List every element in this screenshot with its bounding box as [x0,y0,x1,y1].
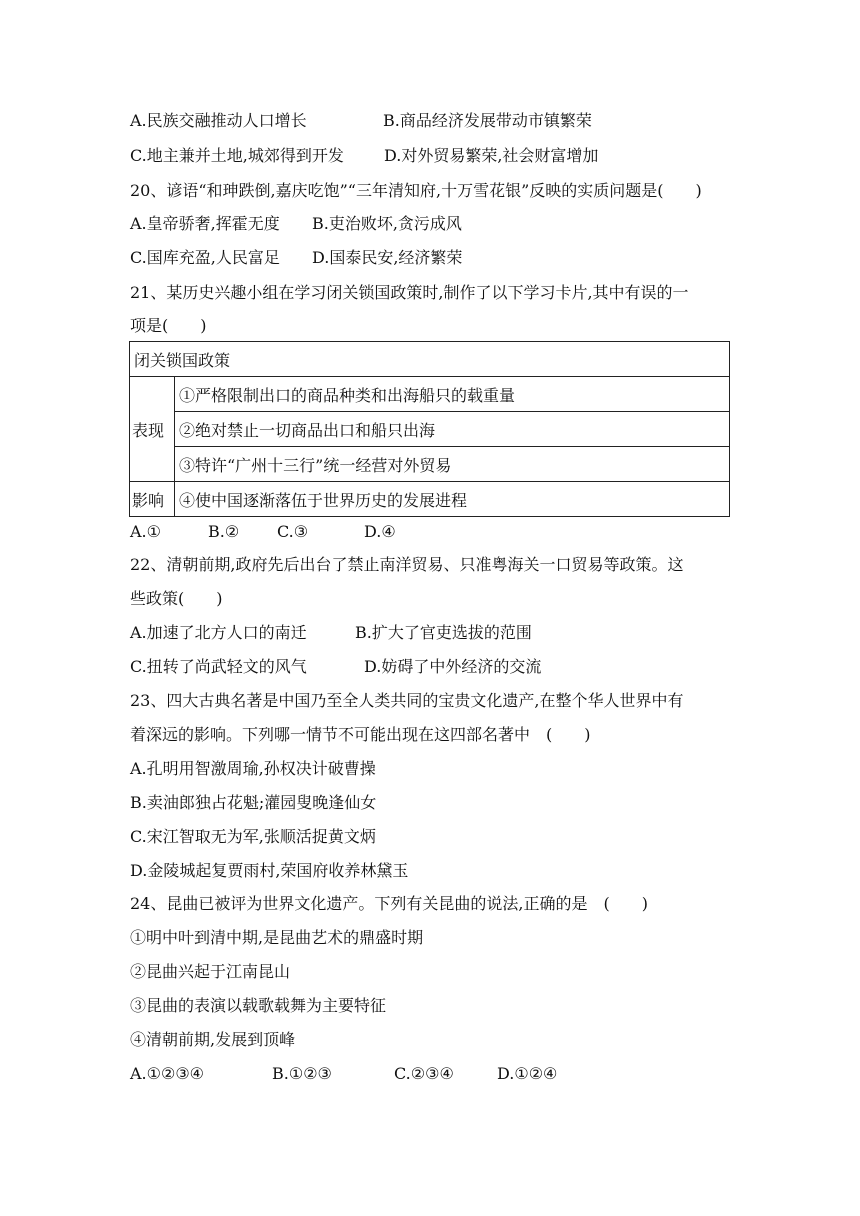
q21-option-c: C.③ [277,522,309,541]
q21-option-a: A.① [130,522,161,541]
q20-option-c: C.国库充盈,人民富足 [130,248,280,267]
q22-option-a: A.加速了北方人口的南迁 [130,623,307,642]
card-label-yingxiang: 影响 [130,482,175,517]
q20-option-d: D.国泰民安,经济繁荣 [312,248,463,267]
q22-option-b: B.扩大了官吏选拔的范围 [355,623,532,642]
q22-option-d: D.妨碍了中外经济的交流 [364,657,542,676]
q24-item-2: ②昆曲兴起于江南昆山 [130,962,291,981]
study-card-table [129,341,730,517]
q23-option-d: D.金陵城起复贾雨村,荣国府收养林黛玉 [130,861,409,880]
q19-option-a: A.民族交融推动人口增长 [130,111,307,130]
card-row-3: ③特许“广州十三行”统一经营对外贸易 [175,447,730,482]
card-title: 闭关锁国政策 [130,342,730,377]
q21-stem-line1: 21、某历史兴趣小组在学习闭关锁国政策时,制作了以下学习卡片,其中有误的一 [130,283,689,302]
q22-stem-line2: 些政策( ) [130,589,223,608]
q19-option-b: B.商品经济发展带动市镇繁荣 [383,111,592,130]
q23-stem-line2: 着深远的影响。下列哪一情节不可能出现在这四部名著中 ( ) [130,725,591,744]
card-label-biaoxian: 表现 [130,377,175,482]
q24-item-1: ①明中叶到清中期,是昆曲艺术的鼎盛时期 [130,928,424,947]
q21-stem-line2: 项是( ) [130,316,207,335]
q19-option-d: D.对外贸易繁荣,社会财富增加 [384,146,599,165]
card-row-2: ②绝对禁止一切商品出口和船只出海 [175,412,730,447]
q23-option-c: C.宋江智取无为军,张顺活捉黄文炳 [130,827,376,846]
q24-option-c: C.②③④ [394,1064,454,1083]
q24-stem: 24、昆曲已被评为世界文化遗产。下列有关昆曲的说法,正确的是 ( ) [130,894,648,913]
q24-option-d: D.①②④ [497,1064,558,1083]
q23-option-b: B.卖油郎独占花魁;灌园叟晚逢仙女 [130,793,377,812]
q21-option-b: B.② [208,522,240,541]
q24-item-3: ③昆曲的表演以载歌载舞为主要特征 [130,996,387,1015]
q24-option-b: B.①②③ [272,1064,332,1083]
q19-option-c: C.地主兼并土地,城郊得到开发 [130,146,344,165]
q22-option-c: C.扭转了尚武轻文的风气 [130,657,307,676]
q24-option-a: A.①②③④ [130,1064,205,1083]
q20-option-b: B.吏治败坏,贪污成风 [312,214,462,233]
q23-stem-line1: 23、四大古典名著是中国乃至全人类共同的宝贵文化遗产,在整个华人世界中有 [130,691,684,710]
card-row-4: ④使中国逐渐落伍于世界历史的发展进程 [175,482,730,517]
q20-option-a: A.皇帝骄奢,挥霍无度 [130,214,280,233]
q23-option-a: A.孔明用智激周瑜,孙权决计破曹操 [130,759,376,778]
card-row-1: ①严格限制出口的商品种类和出海船只的载重量 [175,377,730,412]
q21-option-d: D.④ [364,522,396,541]
q20-stem: 20、谚语“和珅跌倒,嘉庆吃饱”“三年清知府,十万雪花银”反映的实质问题是( ) [130,181,702,200]
q22-stem-line1: 22、清朝前期,政府先后出台了禁止南洋贸易、只准粤海关一口贸易等政策。这 [130,555,684,574]
q24-item-4: ④清朝前期,发展到顶峰 [130,1030,296,1049]
